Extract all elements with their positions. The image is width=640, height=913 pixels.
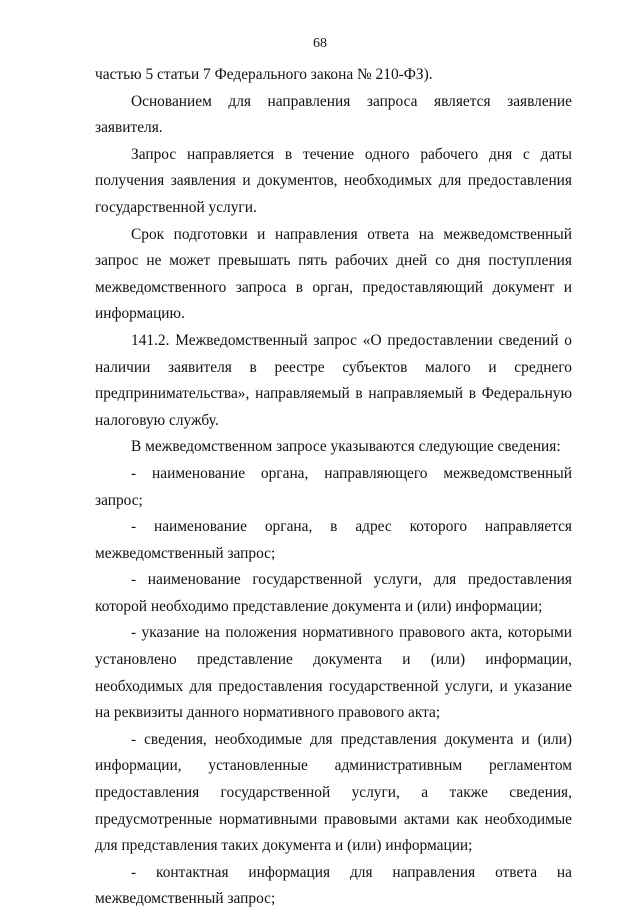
paragraph-request-timing: Запрос направляется в течение одного рабочего дня с даты получения заявления и документов, необходимых для предоставления государственной услуги.	[95, 145, 572, 216]
list-item-legal-act-reference: - указание на положения нормативного правового акта, которыми установлено представление документа и (или) информации, необходимых для предоставления государственной услуги, и указание на реквизиты данного нормативного правового акта;	[95, 624, 572, 722]
document-body	[95, 62, 572, 913]
paragraph-request-contents-intro: В межведомственном запросе указываются следующие сведения:	[131, 438, 561, 456]
list-item-required-information: - сведения, необходимые для представления документа и (или) информации, установленные административным регламентом предоставления государственной услуги, а также сведения, предусмотренные нормативными правовыми актами как необходимые для представления таких документа и (или) информации;	[95, 730, 572, 855]
paragraph-section-141-2: 141.2. Межведомственный запрос «О предоставлении сведений о наличии заявителя в реестре субъектов малого и среднего предпринимательства», направляемый в направляемый в Федеральную налоговую службу.	[95, 331, 572, 429]
list-item-service-name: - наименование государственной услуги, для предоставления которой необходимо представление документа и (или) информации;	[95, 571, 572, 615]
page-number: 68	[313, 36, 327, 51]
paragraph-response-deadline: Срок подготовки и направления ответа на межведомственный запрос не может превышать пять рабочих дней со дня поступления межведомственного запроса в орган, предоставляющий документ и информацию.	[95, 225, 572, 323]
paragraph-basis: Основанием для направления запроса является заявление заявителя.	[95, 92, 572, 137]
paragraph-continuation: частью 5 статьи 7 Федерального закона № 210-ФЗ).	[95, 66, 433, 83]
list-item-sender-agency: - наименование органа, направляющего межведомственный запрос;	[95, 464, 572, 509]
list-item-recipient-agency: - наименование органа, в адрес которого направляется межведомственный запрос;	[95, 518, 572, 562]
list-item-contact-information: - контактная информация для направления ответа на межведомственный запрос;	[95, 863, 572, 908]
